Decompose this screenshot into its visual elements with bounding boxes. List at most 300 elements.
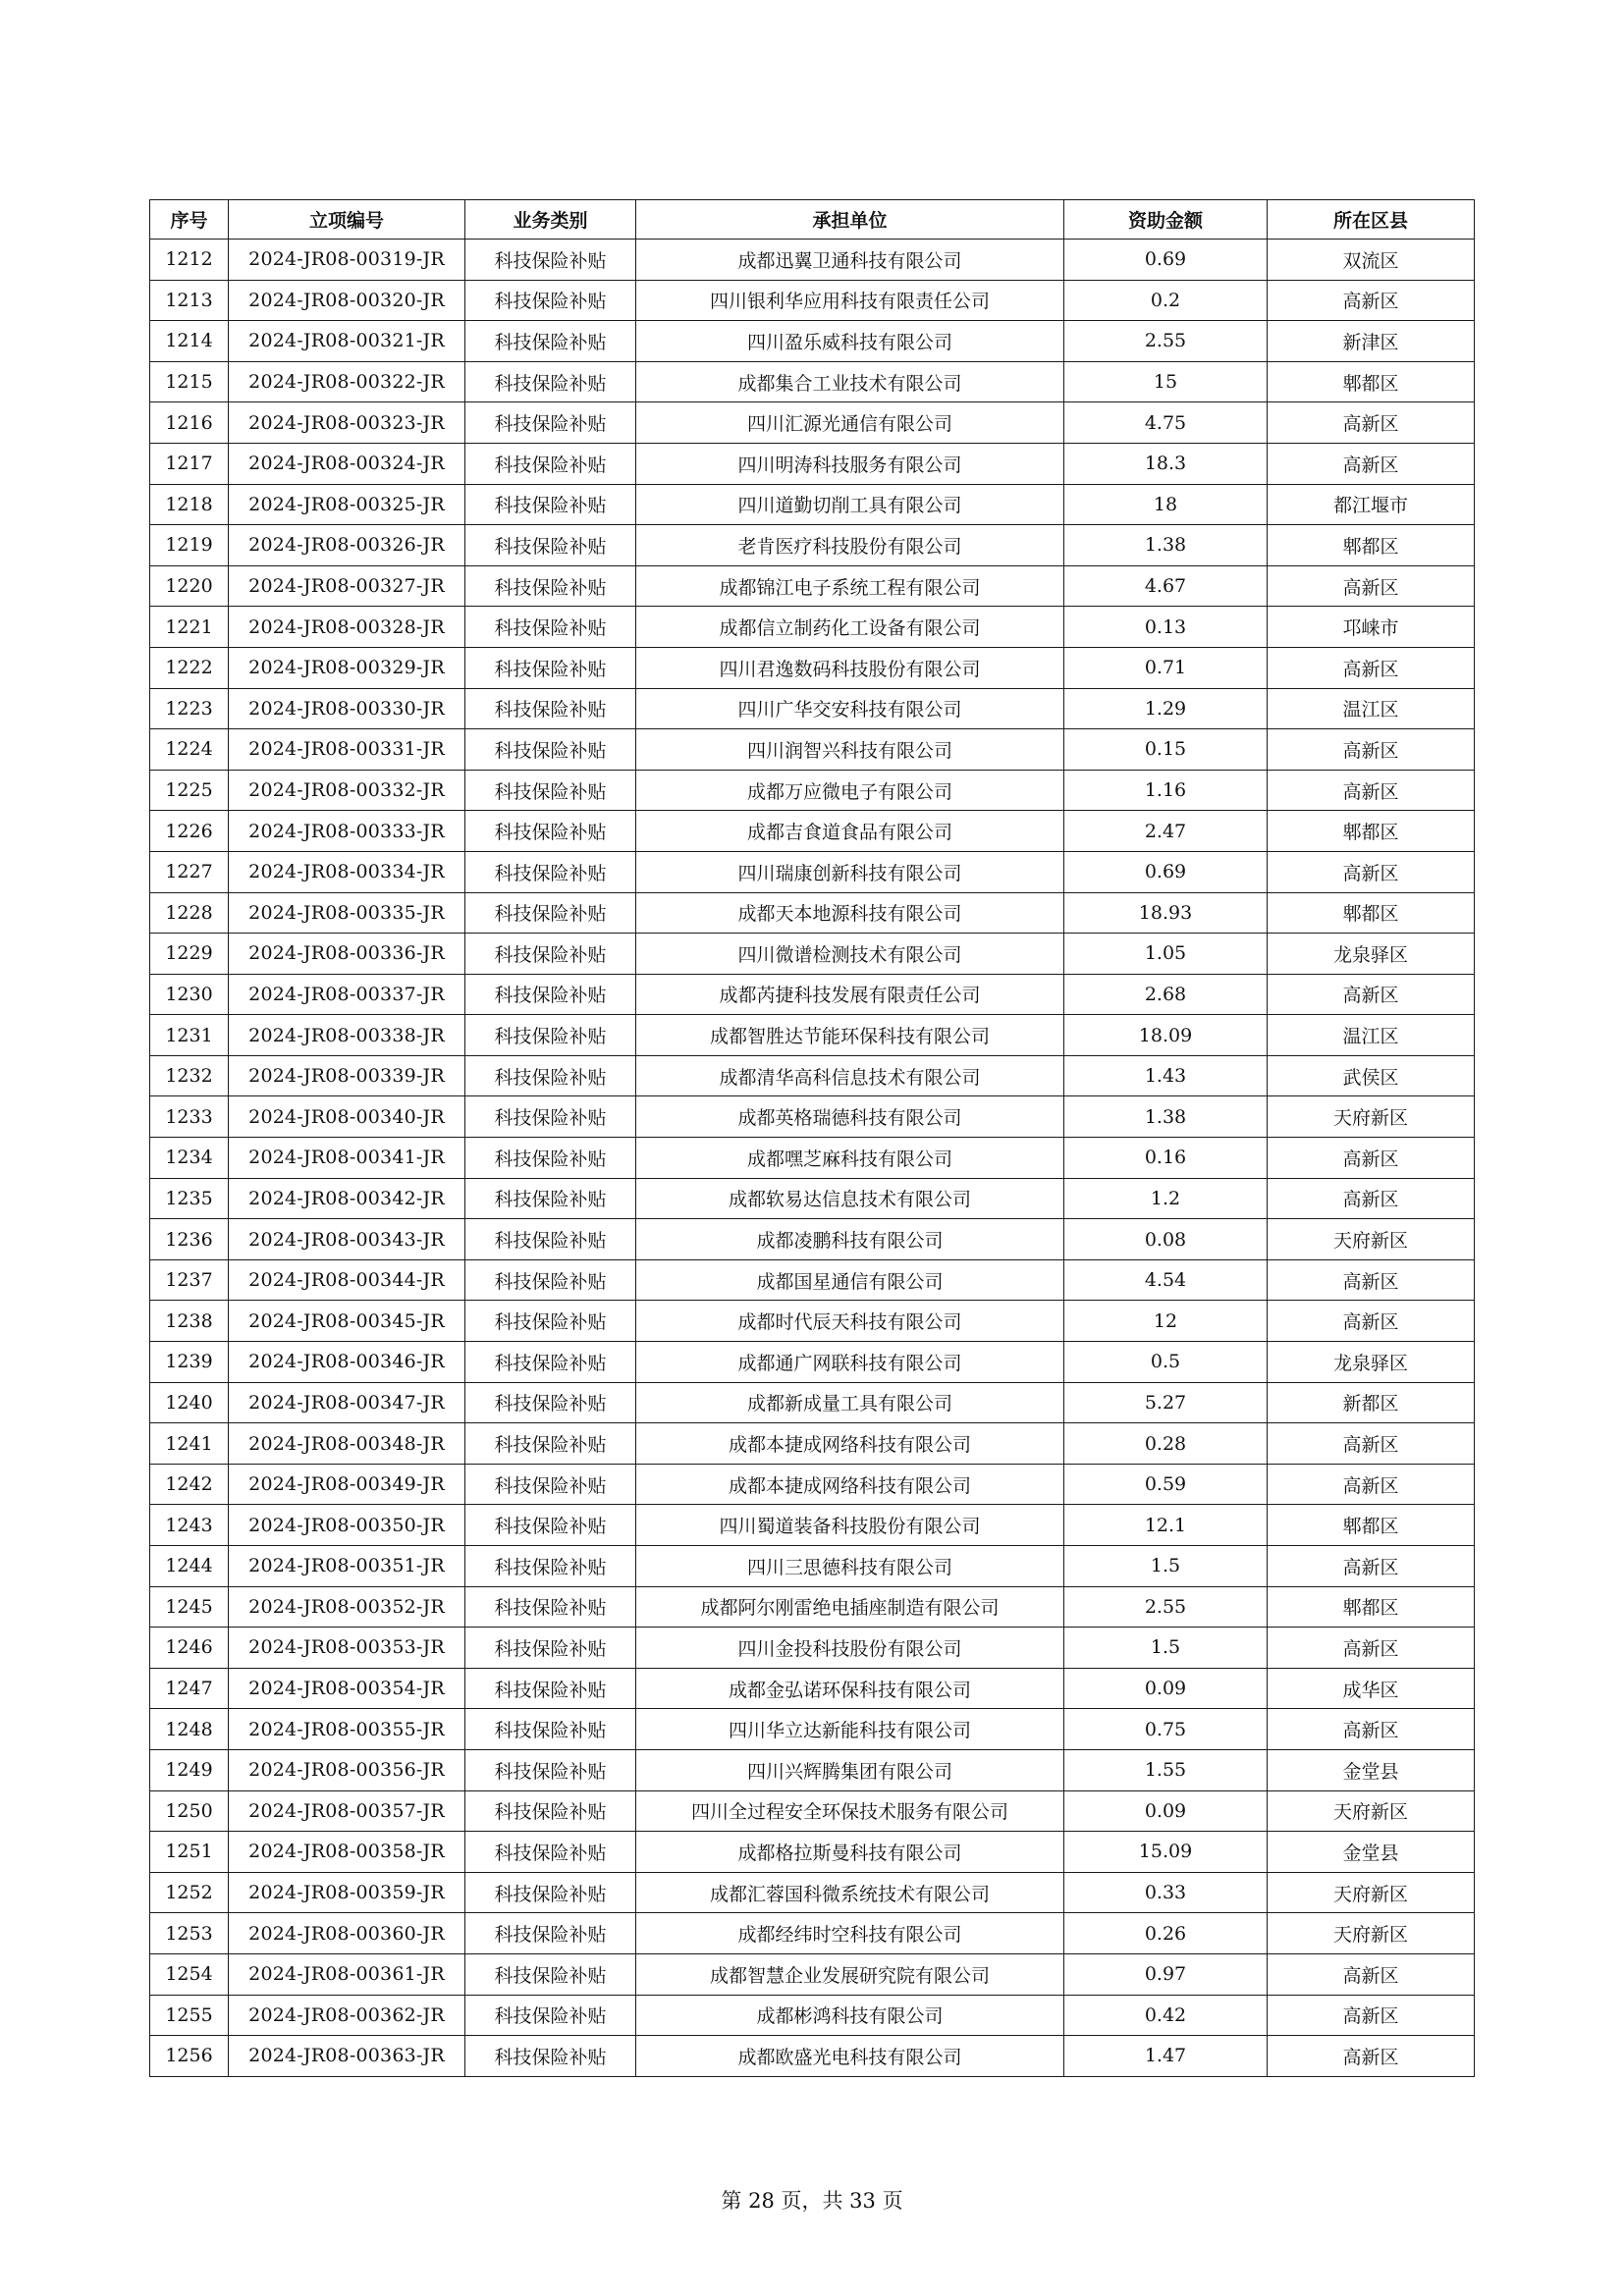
cell-business-type: 科技保险补贴 [465, 851, 636, 892]
cell-organization: 四川微谱检测技术有限公司 [636, 934, 1064, 975]
cell-business-type: 科技保险补贴 [465, 280, 636, 321]
cell-amount: 18 [1064, 484, 1268, 525]
cell-project-code: 2024-JR08-00361-JR [229, 1953, 465, 1995]
table-row [150, 1832, 1475, 1873]
cell-project-code: 2024-JR08-00341-JR [229, 1138, 465, 1179]
cell-project-code: 2024-JR08-00343-JR [229, 1219, 465, 1260]
table-row [150, 729, 1475, 771]
cell-index: 1256 [150, 2036, 229, 2077]
cell-business-type: 科技保险补贴 [465, 1872, 636, 1913]
cell-district: 高新区 [1268, 647, 1475, 688]
cell-district: 龙泉驿区 [1268, 934, 1475, 975]
cell-organization: 四川君逸数码科技股份有限公司 [636, 647, 1064, 688]
cell-business-type: 科技保险补贴 [465, 892, 636, 934]
cell-business-type: 科技保险补贴 [465, 1301, 636, 1342]
cell-project-code: 2024-JR08-00331-JR [229, 729, 465, 771]
cell-index: 1255 [150, 1995, 229, 2036]
cell-business-type: 科技保险补贴 [465, 647, 636, 688]
cell-business-type: 科技保险补贴 [465, 1668, 636, 1709]
table-row [150, 361, 1475, 402]
cell-amount: 12 [1064, 1301, 1268, 1342]
cell-organization: 四川华立达新能科技有限公司 [636, 1709, 1064, 1750]
cell-amount: 1.5 [1064, 1628, 1268, 1669]
cell-district: 都江堰市 [1268, 484, 1475, 525]
cell-index: 1250 [150, 1790, 229, 1832]
cell-organization: 成都智胜达节能环保科技有限公司 [636, 1015, 1064, 1056]
cell-project-code: 2024-JR08-00357-JR [229, 1790, 465, 1832]
table-row [150, 321, 1475, 362]
cell-business-type: 科技保险补贴 [465, 1505, 636, 1546]
cell-project-code: 2024-JR08-00349-JR [229, 1464, 465, 1505]
table-row [150, 811, 1475, 852]
table-row [150, 402, 1475, 444]
cell-business-type: 科技保险补贴 [465, 1953, 636, 1995]
cell-index: 1224 [150, 729, 229, 771]
cell-business-type: 科技保险补贴 [465, 1913, 636, 1954]
cell-district: 新津区 [1268, 321, 1475, 362]
cell-amount: 12.1 [1064, 1505, 1268, 1546]
table-row [150, 1709, 1475, 1750]
cell-index: 1247 [150, 1668, 229, 1709]
cell-business-type: 科技保险补贴 [465, 2036, 636, 2077]
cell-business-type: 科技保险补贴 [465, 1790, 636, 1832]
cell-district: 新都区 [1268, 1382, 1475, 1423]
cell-organization: 成都经纬时空科技有限公司 [636, 1913, 1064, 1954]
cell-organization: 四川汇源光通信有限公司 [636, 402, 1064, 444]
cell-business-type: 科技保险补贴 [465, 1342, 636, 1383]
table-row [150, 607, 1475, 648]
cell-organization: 成都彬鸿科技有限公司 [636, 1995, 1064, 2036]
cell-project-code: 2024-JR08-00330-JR [229, 688, 465, 729]
cell-project-code: 2024-JR08-00334-JR [229, 851, 465, 892]
cell-amount: 1.43 [1064, 1055, 1268, 1096]
cell-organization: 成都金弘诺环保科技有限公司 [636, 1668, 1064, 1709]
cell-business-type: 科技保险补贴 [465, 361, 636, 402]
cell-business-type: 科技保险补贴 [465, 729, 636, 771]
table-row [150, 443, 1475, 484]
cell-organization: 四川润智兴科技有限公司 [636, 729, 1064, 771]
cell-index: 1234 [150, 1138, 229, 1179]
cell-project-code: 2024-JR08-00352-JR [229, 1586, 465, 1628]
header-index: 序号 [150, 200, 229, 240]
cell-organization: 成都集合工业技术有限公司 [636, 361, 1064, 402]
cell-district: 高新区 [1268, 1423, 1475, 1465]
cell-organization: 成都时代辰天科技有限公司 [636, 1301, 1064, 1342]
cell-amount: 0.42 [1064, 1995, 1268, 2036]
cell-district: 高新区 [1268, 1178, 1475, 1219]
table-row [150, 2036, 1475, 2077]
cell-district: 天府新区 [1268, 1790, 1475, 1832]
cell-project-code: 2024-JR08-00324-JR [229, 443, 465, 484]
cell-project-code: 2024-JR08-00320-JR [229, 280, 465, 321]
cell-amount: 0.71 [1064, 647, 1268, 688]
cell-project-code: 2024-JR08-00363-JR [229, 2036, 465, 2077]
table-row [150, 892, 1475, 934]
cell-organization: 成都国星通信有限公司 [636, 1259, 1064, 1301]
cell-amount: 1.5 [1064, 1546, 1268, 1587]
table-row [150, 1219, 1475, 1260]
cell-business-type: 科技保险补贴 [465, 525, 636, 566]
cell-amount: 15 [1064, 361, 1268, 402]
cell-district: 天府新区 [1268, 1872, 1475, 1913]
table-row [150, 1546, 1475, 1587]
cell-project-code: 2024-JR08-00356-JR [229, 1749, 465, 1790]
table-row [150, 1995, 1475, 2036]
cell-organization: 成都汇蓉国科微系统技术有限公司 [636, 1872, 1064, 1913]
cell-index: 1230 [150, 974, 229, 1015]
table-header-row [150, 200, 1475, 240]
cell-amount: 2.55 [1064, 1586, 1268, 1628]
cell-district: 高新区 [1268, 565, 1475, 607]
cell-index: 1213 [150, 280, 229, 321]
cell-organization: 成都欧盛光电科技有限公司 [636, 2036, 1064, 2077]
cell-project-code: 2024-JR08-00326-JR [229, 525, 465, 566]
cell-amount: 18.3 [1064, 443, 1268, 484]
cell-business-type: 科技保险补贴 [465, 934, 636, 975]
cell-amount: 0.08 [1064, 1219, 1268, 1260]
cell-business-type: 科技保险补贴 [465, 607, 636, 648]
table-row [150, 1015, 1475, 1056]
page-number: 第 28 页，共 33 页 [721, 2189, 903, 2213]
cell-organization: 四川道勤切削工具有限公司 [636, 484, 1064, 525]
cell-index: 1216 [150, 402, 229, 444]
cell-index: 1235 [150, 1178, 229, 1219]
cell-business-type: 科技保险补贴 [465, 1178, 636, 1219]
cell-index: 1242 [150, 1464, 229, 1505]
cell-amount: 0.5 [1064, 1342, 1268, 1383]
cell-index: 1244 [150, 1546, 229, 1587]
table-row [150, 1301, 1475, 1342]
table-row [150, 240, 1475, 281]
cell-index: 1238 [150, 1301, 229, 1342]
cell-amount: 18.09 [1064, 1015, 1268, 1056]
cell-district: 高新区 [1268, 729, 1475, 771]
cell-district: 天府新区 [1268, 1219, 1475, 1260]
cell-amount: 0.16 [1064, 1138, 1268, 1179]
cell-amount: 0.09 [1064, 1790, 1268, 1832]
cell-index: 1241 [150, 1423, 229, 1465]
cell-amount: 0.28 [1064, 1423, 1268, 1465]
cell-project-code: 2024-JR08-00360-JR [229, 1913, 465, 1954]
cell-district: 武侯区 [1268, 1055, 1475, 1096]
cell-amount: 0.09 [1064, 1668, 1268, 1709]
cell-district: 郫都区 [1268, 892, 1475, 934]
cell-organization: 四川兴辉腾集团有限公司 [636, 1749, 1064, 1790]
cell-project-code: 2024-JR08-00345-JR [229, 1301, 465, 1342]
cell-amount: 0.97 [1064, 1953, 1268, 1995]
header-organization: 承担单位 [636, 200, 1064, 240]
cell-district: 郫都区 [1268, 811, 1475, 852]
cell-index: 1219 [150, 525, 229, 566]
cell-organization: 成都凌鹏科技有限公司 [636, 1219, 1064, 1260]
cell-business-type: 科技保险补贴 [465, 688, 636, 729]
header-district: 所在区县 [1268, 200, 1475, 240]
table-row [150, 1096, 1475, 1138]
cell-amount: 15.09 [1064, 1832, 1268, 1873]
cell-amount: 1.2 [1064, 1178, 1268, 1219]
cell-amount: 2.47 [1064, 811, 1268, 852]
cell-district: 高新区 [1268, 1259, 1475, 1301]
cell-amount: 2.68 [1064, 974, 1268, 1015]
cell-district: 高新区 [1268, 1953, 1475, 1995]
cell-index: 1252 [150, 1872, 229, 1913]
cell-index: 1220 [150, 565, 229, 607]
cell-organization: 四川广华交安科技有限公司 [636, 688, 1064, 729]
cell-district: 天府新区 [1268, 1913, 1475, 1954]
table-row [150, 1423, 1475, 1465]
cell-business-type: 科技保险补贴 [465, 1096, 636, 1138]
cell-district: 郫都区 [1268, 1505, 1475, 1546]
cell-index: 1246 [150, 1628, 229, 1669]
cell-district: 温江区 [1268, 1015, 1475, 1056]
cell-amount: 0.33 [1064, 1872, 1268, 1913]
cell-district: 高新区 [1268, 974, 1475, 1015]
cell-index: 1222 [150, 647, 229, 688]
cell-business-type: 科技保险补贴 [465, 1138, 636, 1179]
cell-index: 1227 [150, 851, 229, 892]
cell-index: 1239 [150, 1342, 229, 1383]
table-row [150, 565, 1475, 607]
cell-district: 高新区 [1268, 851, 1475, 892]
table-row [150, 1749, 1475, 1790]
cell-organization: 成都本捷成网络科技有限公司 [636, 1423, 1064, 1465]
cell-district: 郫都区 [1268, 1586, 1475, 1628]
cell-business-type: 科技保险补贴 [465, 240, 636, 281]
cell-index: 1232 [150, 1055, 229, 1096]
cell-amount: 4.75 [1064, 402, 1268, 444]
cell-project-code: 2024-JR08-00346-JR [229, 1342, 465, 1383]
cell-project-code: 2024-JR08-00344-JR [229, 1259, 465, 1301]
cell-organization: 成都嘿芝麻科技有限公司 [636, 1138, 1064, 1179]
cell-organization: 成都清华高科信息技术有限公司 [636, 1055, 1064, 1096]
cell-business-type: 科技保险补贴 [465, 1628, 636, 1669]
cell-district: 郫都区 [1268, 361, 1475, 402]
cell-index: 1217 [150, 443, 229, 484]
cell-project-code: 2024-JR08-00342-JR [229, 1178, 465, 1219]
cell-project-code: 2024-JR08-00339-JR [229, 1055, 465, 1096]
table-row [150, 1138, 1475, 1179]
cell-project-code: 2024-JR08-00323-JR [229, 402, 465, 444]
cell-business-type: 科技保险补贴 [465, 1464, 636, 1505]
cell-amount: 4.54 [1064, 1259, 1268, 1301]
cell-district: 高新区 [1268, 1138, 1475, 1179]
funding-table [149, 199, 1475, 2077]
cell-amount: 1.47 [1064, 2036, 1268, 2077]
table-row [150, 1342, 1475, 1383]
cell-amount: 1.05 [1064, 934, 1268, 975]
cell-index: 1215 [150, 361, 229, 402]
cell-organization: 四川盈乐威科技有限公司 [636, 321, 1064, 362]
table-row [150, 1055, 1475, 1096]
cell-district: 高新区 [1268, 770, 1475, 811]
cell-project-code: 2024-JR08-00348-JR [229, 1423, 465, 1465]
cell-organization: 四川蜀道装备科技股份有限公司 [636, 1505, 1064, 1546]
cell-district: 温江区 [1268, 688, 1475, 729]
cell-project-code: 2024-JR08-00333-JR [229, 811, 465, 852]
cell-district: 邛崃市 [1268, 607, 1475, 648]
cell-business-type: 科技保险补贴 [465, 770, 636, 811]
cell-project-code: 2024-JR08-00332-JR [229, 770, 465, 811]
cell-business-type: 科技保险补贴 [465, 1749, 636, 1790]
cell-organization: 成都通广网联科技有限公司 [636, 1342, 1064, 1383]
table-body [150, 240, 1475, 2077]
table-row [150, 1259, 1475, 1301]
cell-business-type: 科技保险补贴 [465, 1219, 636, 1260]
cell-project-code: 2024-JR08-00325-JR [229, 484, 465, 525]
cell-index: 1245 [150, 1586, 229, 1628]
cell-amount: 1.38 [1064, 1096, 1268, 1138]
cell-project-code: 2024-JR08-00338-JR [229, 1015, 465, 1056]
cell-organization: 四川瑞康创新科技有限公司 [636, 851, 1064, 892]
cell-organization: 四川三思德科技有限公司 [636, 1546, 1064, 1587]
table-row [150, 280, 1475, 321]
cell-amount: 1.55 [1064, 1749, 1268, 1790]
cell-district: 金堂县 [1268, 1749, 1475, 1790]
cell-project-code: 2024-JR08-00321-JR [229, 321, 465, 362]
table-row [150, 1953, 1475, 1995]
table-row [150, 934, 1475, 975]
cell-index: 1248 [150, 1709, 229, 1750]
cell-business-type: 科技保险补贴 [465, 1586, 636, 1628]
cell-business-type: 科技保险补贴 [465, 565, 636, 607]
cell-index: 1249 [150, 1749, 229, 1790]
cell-project-code: 2024-JR08-00329-JR [229, 647, 465, 688]
cell-project-code: 2024-JR08-00337-JR [229, 974, 465, 1015]
cell-index: 1212 [150, 240, 229, 281]
cell-project-code: 2024-JR08-00336-JR [229, 934, 465, 975]
cell-business-type: 科技保险补贴 [465, 811, 636, 852]
table-row [150, 1505, 1475, 1546]
cell-index: 1218 [150, 484, 229, 525]
cell-organization: 成都英格瑞德科技有限公司 [636, 1096, 1064, 1138]
cell-district: 高新区 [1268, 1628, 1475, 1669]
table-row [150, 1913, 1475, 1954]
cell-business-type: 科技保险补贴 [465, 1995, 636, 2036]
cell-district: 高新区 [1268, 443, 1475, 484]
header-project-code: 立项编号 [229, 200, 465, 240]
cell-district: 金堂县 [1268, 1832, 1475, 1873]
cell-project-code: 2024-JR08-00350-JR [229, 1505, 465, 1546]
table-row [150, 974, 1475, 1015]
cell-district: 高新区 [1268, 1464, 1475, 1505]
cell-amount: 1.38 [1064, 525, 1268, 566]
cell-organization: 成都智慧企业发展研究院有限公司 [636, 1953, 1064, 1995]
cell-organization: 成都本捷成网络科技有限公司 [636, 1464, 1064, 1505]
cell-index: 1225 [150, 770, 229, 811]
table-row [150, 1464, 1475, 1505]
table-row [150, 1872, 1475, 1913]
cell-index: 1228 [150, 892, 229, 934]
cell-index: 1231 [150, 1015, 229, 1056]
cell-project-code: 2024-JR08-00335-JR [229, 892, 465, 934]
cell-organization: 成都天本地源科技有限公司 [636, 892, 1064, 934]
cell-organization: 老肯医疗科技股份有限公司 [636, 525, 1064, 566]
cell-project-code: 2024-JR08-00322-JR [229, 361, 465, 402]
cell-organization: 成都软易达信息技术有限公司 [636, 1178, 1064, 1219]
cell-amount: 0.26 [1064, 1913, 1268, 1954]
cell-project-code: 2024-JR08-00359-JR [229, 1872, 465, 1913]
cell-amount: 0.2 [1064, 280, 1268, 321]
cell-organization: 四川明涛科技服务有限公司 [636, 443, 1064, 484]
cell-business-type: 科技保险补贴 [465, 1382, 636, 1423]
cell-organization: 四川银利华应用科技有限责任公司 [636, 280, 1064, 321]
cell-project-code: 2024-JR08-00353-JR [229, 1628, 465, 1669]
cell-amount: 0.69 [1064, 851, 1268, 892]
cell-project-code: 2024-JR08-00340-JR [229, 1096, 465, 1138]
cell-index: 1236 [150, 1219, 229, 1260]
cell-amount: 0.13 [1064, 607, 1268, 648]
cell-index: 1254 [150, 1953, 229, 1995]
cell-amount: 0.59 [1064, 1464, 1268, 1505]
table-row [150, 1382, 1475, 1423]
cell-amount: 4.67 [1064, 565, 1268, 607]
cell-business-type: 科技保险补贴 [465, 443, 636, 484]
cell-business-type: 科技保险补贴 [465, 1709, 636, 1750]
table-row [150, 647, 1475, 688]
cell-amount: 0.69 [1064, 240, 1268, 281]
cell-district: 龙泉驿区 [1268, 1342, 1475, 1383]
cell-project-code: 2024-JR08-00347-JR [229, 1382, 465, 1423]
cell-amount: 0.15 [1064, 729, 1268, 771]
cell-organization: 成都新成量工具有限公司 [636, 1382, 1064, 1423]
cell-business-type: 科技保险补贴 [465, 1055, 636, 1096]
header-business-type: 业务类别 [465, 200, 636, 240]
cell-organization: 成都信立制药化工设备有限公司 [636, 607, 1064, 648]
table-row [150, 1668, 1475, 1709]
cell-district: 高新区 [1268, 1546, 1475, 1587]
cell-amount: 2.55 [1064, 321, 1268, 362]
cell-district: 郫都区 [1268, 525, 1475, 566]
table-row [150, 1586, 1475, 1628]
cell-project-code: 2024-JR08-00362-JR [229, 1995, 465, 2036]
cell-project-code: 2024-JR08-00354-JR [229, 1668, 465, 1709]
cell-business-type: 科技保险补贴 [465, 1015, 636, 1056]
cell-project-code: 2024-JR08-00358-JR [229, 1832, 465, 1873]
cell-organization: 成都格拉斯曼科技有限公司 [636, 1832, 1064, 1873]
cell-district: 高新区 [1268, 280, 1475, 321]
cell-district: 高新区 [1268, 402, 1475, 444]
cell-business-type: 科技保险补贴 [465, 484, 636, 525]
table-row [150, 1628, 1475, 1669]
cell-organization: 成都万应微电子有限公司 [636, 770, 1064, 811]
table-row [150, 525, 1475, 566]
cell-business-type: 科技保险补贴 [465, 1259, 636, 1301]
table-row [150, 851, 1475, 892]
cell-project-code: 2024-JR08-00327-JR [229, 565, 465, 607]
cell-business-type: 科技保险补贴 [465, 1423, 636, 1465]
cell-index: 1221 [150, 607, 229, 648]
cell-index: 1237 [150, 1259, 229, 1301]
cell-index: 1214 [150, 321, 229, 362]
table-row [150, 484, 1475, 525]
header-amount: 资助金额 [1064, 200, 1268, 240]
cell-district: 高新区 [1268, 1995, 1475, 2036]
cell-index: 1226 [150, 811, 229, 852]
cell-organization: 成都芮捷科技发展有限责任公司 [636, 974, 1064, 1015]
cell-index: 1251 [150, 1832, 229, 1873]
cell-business-type: 科技保险补贴 [465, 1832, 636, 1873]
cell-business-type: 科技保险补贴 [465, 402, 636, 444]
cell-index: 1229 [150, 934, 229, 975]
cell-project-code: 2024-JR08-00355-JR [229, 1709, 465, 1750]
cell-index: 1223 [150, 688, 229, 729]
cell-index: 1240 [150, 1382, 229, 1423]
cell-amount: 18.93 [1064, 892, 1268, 934]
cell-business-type: 科技保险补贴 [465, 321, 636, 362]
cell-amount: 0.75 [1064, 1709, 1268, 1750]
cell-index: 1253 [150, 1913, 229, 1954]
table-row [150, 688, 1475, 729]
